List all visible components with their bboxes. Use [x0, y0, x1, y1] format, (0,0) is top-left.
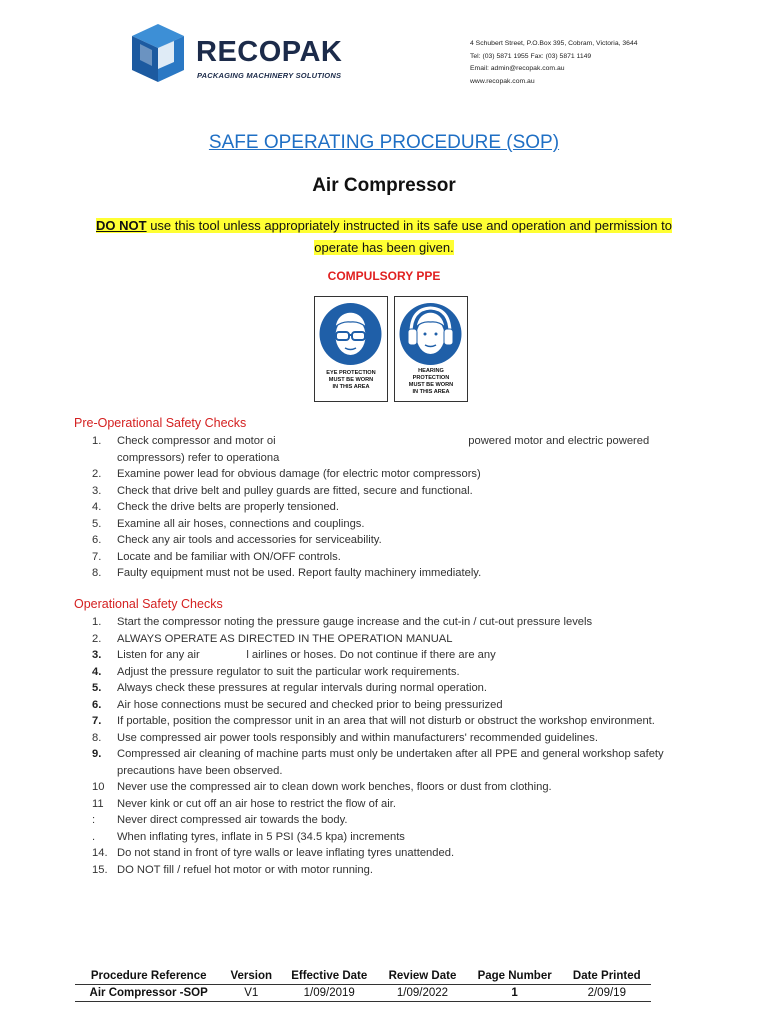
list-item-number: : — [92, 814, 96, 826]
hearing-protection-sign — [394, 296, 468, 402]
eye-sign-text — [315, 370, 387, 391]
list-item-number: 14. — [92, 847, 108, 859]
table-header-cell: Version — [222, 968, 280, 985]
sign-line: HEARING — [418, 368, 444, 374]
table-cell: 2/09/19 — [563, 985, 651, 1002]
list-item-text: ALWAYS OPERATE AS DIRECTED IN THE OPERATION MANUAL — [117, 632, 453, 645]
list-item-number: 7. — [92, 550, 102, 563]
list-item-number: 8. — [92, 567, 102, 579]
table-row — [75, 985, 651, 1002]
list-item-text: Use compressed air power tools responsibly and within manufacturers' recommended guidelines. — [117, 731, 598, 744]
list-item-number: 7. — [92, 715, 102, 727]
address: 4 Schubert Street, P.O.Box 395, Cobram, Victoria, 3644 — [470, 40, 638, 47]
list-item — [74, 532, 714, 549]
list-item — [74, 614, 714, 631]
sign-line: PROTECTION — [412, 375, 450, 381]
list-item — [74, 433, 714, 466]
table-cell: 1/09/2019 — [280, 985, 378, 1002]
operational-heading: Operational Safety Checks — [74, 597, 223, 611]
warning-text-1 — [147, 218, 672, 233]
list-item-text: If portable, position the compressor unit in an area that will not disturb or obstruct the workshop environment. — [117, 715, 655, 727]
list-item-text: Examine all air hoses, connections and couplings. — [117, 517, 365, 530]
list-item — [74, 499, 714, 516]
list-item-number: 5. — [92, 682, 102, 694]
list-item — [74, 631, 714, 648]
list-item-text: Locate and be familiar with ON/OFF controls. — [117, 550, 341, 563]
list-item-text: DO NOT fill / refuel hot motor or with motor running. — [117, 863, 373, 876]
list-item — [74, 829, 714, 846]
pre-operational-heading: Pre-Operational Safety Checks — [74, 416, 247, 430]
table-cell: 1 — [467, 985, 563, 1002]
list-item-number: 2. — [92, 632, 102, 645]
list-item — [74, 845, 714, 862]
table-header-cell: Review Date — [378, 968, 466, 985]
eye-protection-sign — [314, 296, 388, 402]
list-item-number: 11 — [92, 797, 104, 810]
table-header-cell: Effective Date — [280, 968, 378, 985]
list-item-text: Air hose connections must be secured and checked prior to being pressurized — [117, 698, 503, 711]
list-item-text: Faulty equipment must not be used. Report faulty machinery immediately. — [117, 567, 482, 579]
usage-warning — [0, 215, 768, 259]
operational-list — [74, 614, 714, 878]
list-item — [74, 862, 714, 879]
brand-tagline: PACKAGING MACHINERY SOLUTIONS — [197, 71, 342, 80]
warning-highlight: use this tool unless appropriately instructed in its safe use and operation and permission to — [146, 218, 672, 233]
list-item-number: 15. — [92, 863, 108, 876]
list-item — [74, 680, 714, 697]
website: www.recopak.com.au — [470, 77, 535, 85]
list-item-text: Listen for any air l airlines or hoses. Do not continue if there are any — [117, 649, 496, 661]
procedure-info-table — [75, 968, 651, 1002]
list-item-number: 1. — [92, 435, 102, 447]
table-cell: Air Compressor -SOP — [75, 985, 222, 1002]
contact-block — [470, 38, 638, 88]
list-item-text: Never use the compressed air to clean down work benches, floors or dust from clothing. — [117, 781, 552, 793]
list-item — [74, 713, 714, 730]
ppe-heading: COMPULSORY PPE — [327, 269, 441, 283]
list-item-text: Always check these pressures at regular intervals during normal operation. — [117, 682, 487, 694]
list-item-number: . — [92, 830, 96, 843]
list-item-text: Adjust the pressure regulator to suit the particular work requirements. — [117, 665, 460, 678]
list-item-number: 9. — [92, 748, 102, 760]
list-item — [74, 516, 714, 533]
table-header-cell: Procedure Reference — [75, 968, 222, 985]
list-item-number: 1. — [92, 616, 102, 628]
phone-fax: Tel: (03) 5871 1955 Fax: (03) 5871 1149 — [470, 52, 592, 60]
pre-operational-list — [74, 433, 714, 582]
list-item-number: 3. — [92, 484, 102, 497]
sign-line: MUST BE WORN — [408, 382, 454, 388]
brand-name: RECOPAK — [196, 36, 343, 68]
table-header-row — [75, 968, 651, 985]
list-item-number: 2. — [92, 468, 102, 480]
warning-bold: DO NOT — [96, 218, 147, 233]
warning-text-2: operate has been given. — [314, 240, 454, 255]
document-title: SAFE OPERATING PROCEDURE (SOP) — [208, 132, 560, 153]
sign-line: MUST BE WORN — [328, 377, 374, 383]
list-item-text: Start the compressor noting the pressure gauge increase and the cut-in / cut-out pressure levels — [117, 616, 593, 628]
list-item-number: 6. — [92, 534, 102, 546]
list-item-number: 10 — [92, 781, 105, 793]
hearing-sign-text — [395, 368, 467, 396]
list-item-number: 8. — [92, 731, 102, 744]
list-item — [74, 466, 714, 483]
list-item — [74, 565, 714, 582]
tool-name: Air Compressor — [312, 175, 456, 196]
sign-line: IN THIS AREA — [332, 384, 370, 390]
list-item-text: When inflating tyres, inflate in 5 PSI (34.5 kpa) increments — [117, 830, 405, 843]
list-item — [74, 779, 714, 796]
list-item-number: 6. — [92, 698, 102, 711]
list-item — [74, 812, 714, 829]
table-cell: 1/09/2022 — [378, 985, 466, 1002]
list-item-text: Compressed air cleaning of machine parts must only be undertaken after all PPE and general workshop safety precautions have been observed. — [117, 748, 667, 777]
list-item-number: 5. — [92, 517, 102, 530]
table-header-cell: Page Number — [467, 968, 563, 985]
list-item — [74, 796, 714, 813]
list-item-text: Check compressor and motor oi powered motor and electric powered compressors) refer to operationa — [117, 435, 653, 464]
list-item-number: 4. — [92, 665, 102, 678]
table-cell: V1 — [222, 985, 280, 1002]
list-item — [74, 730, 714, 747]
list-item-number: 4. — [92, 501, 102, 513]
list-item — [74, 697, 714, 714]
list-item — [74, 549, 714, 566]
recopak-logo-icon — [130, 22, 186, 84]
list-item — [74, 647, 714, 664]
list-item-text: Check any air tools and accessories for serviceability. — [117, 534, 382, 546]
list-item-text: Do not stand in front of tyre walls or leave inflating tyres unattended. — [117, 847, 455, 859]
list-item-text: Examine power lead for obvious damage (for electric motor compressors) — [117, 468, 481, 480]
email: Email: admin@recopak.com.au — [470, 65, 565, 72]
sign-line: EYE PROTECTION — [326, 370, 376, 376]
table-header-cell: Date Printed — [563, 968, 651, 985]
list-item-text: Never direct compressed air towards the body. — [117, 814, 348, 826]
eye-protection-icon — [315, 297, 386, 369]
list-item-text: Check that drive belt and pulley guards are fitted, secure and functional. — [117, 484, 473, 497]
list-item — [74, 483, 714, 500]
list-item-text: Check the drive belts are properly tensioned. — [117, 501, 340, 513]
sign-line: IN THIS AREA — [412, 389, 450, 395]
hearing-protection-icon — [395, 297, 466, 369]
list-item-number: 3. — [92, 649, 102, 661]
letterhead — [0, 0, 768, 100]
list-item — [74, 664, 714, 681]
list-item — [74, 746, 714, 779]
list-item-text: Never kink or cut off an air hose to restrict the flow of air. — [117, 797, 396, 810]
